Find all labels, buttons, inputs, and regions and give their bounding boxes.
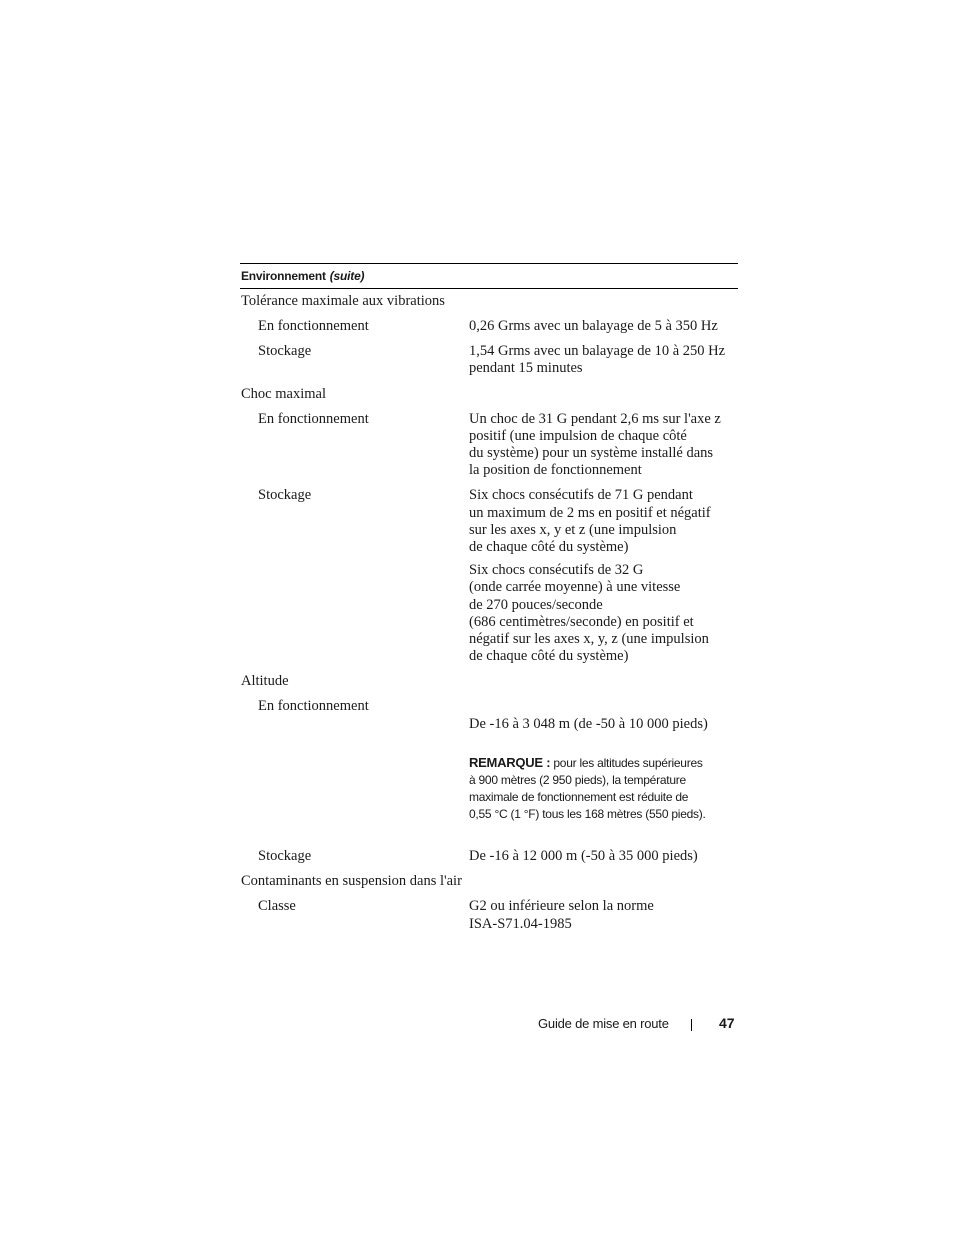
page-number: 47 [719, 1015, 735, 1031]
row-value: G2 ou inférieure selon la norme ISA-S71.04-1985 [469, 898, 654, 932]
spec-row [240, 894, 738, 936]
table-title-suite: (suite) [329, 269, 365, 283]
spec-row [240, 314, 738, 339]
row-value: De -16 à 12 000 m (-50 à 35 000 pieds) [469, 848, 698, 865]
spec-row [240, 483, 738, 560]
table-header [240, 263, 738, 289]
row-label: En fonctionnement [258, 318, 369, 334]
page-footer [0, 1014, 954, 1034]
section-title: Tolérance maximale aux vibrations [241, 293, 445, 309]
spec-row [240, 694, 738, 844]
note-text: pour les altitudes supérieures à 900 mètres (2 950 pieds), la température maximale de fonctionnement est réduite de 0,55 °C (1 °F) tous les 168 mètres (550 pieds). [469, 756, 706, 822]
row-value: 0,26 Grms avec un balayage de 5 à 350 Hz [469, 318, 718, 334]
row-label: En fonctionnement [258, 698, 369, 715]
spec-row [240, 560, 738, 669]
note-label: REMARQUE : [469, 755, 551, 771]
section-title: Altitude [241, 673, 289, 690]
row-label: Stockage [258, 487, 312, 504]
row-value: 1,54 Grms avec un balayage de 10 à 250 Hz pendant 15 minutes [469, 343, 726, 377]
row-value: Un choc de 31 G pendant 2,6 ms sur l'axe z positif (une impulsion de chaque côté du système) pour un système installé dans la position de fonctionnement [469, 410, 721, 479]
row-value-group [469, 698, 737, 840]
footer-title: Guide de mise en route [538, 1016, 669, 1031]
row-label: Stockage [258, 848, 312, 865]
footer-separator [691, 1019, 692, 1031]
spec-row [240, 844, 738, 869]
note [469, 754, 737, 823]
row-label: Classe [258, 898, 296, 915]
row-value: Six chocs consécutifs de 32 G (onde carrée moyenne) à une vitesse de 270 pouces/seconde (686 centimètres/seconde) en positif et négatif sur les axes x, y, z (une impulsion de chaque côté du système) [469, 562, 709, 665]
section-title: Choc maximal [241, 385, 326, 402]
row-value: De -16 à 3 048 m (de -50 à 10 000 pieds) [469, 715, 708, 732]
row-label: Stockage [258, 343, 312, 360]
spec-table [240, 263, 738, 937]
row-value: Six chocs consécutifs de 71 G pendant un maximum de 2 ms en positif et négatif sur les axes x, y et z (une impulsion de chaque côté du système) [469, 487, 711, 556]
row-label: En fonctionnement [258, 410, 369, 427]
table-title: Environnement [241, 269, 326, 283]
section-title: Contaminants en suspension dans l'air [241, 873, 462, 890]
row-label [240, 562, 469, 665]
spec-row [240, 407, 738, 484]
spec-row [240, 339, 738, 381]
